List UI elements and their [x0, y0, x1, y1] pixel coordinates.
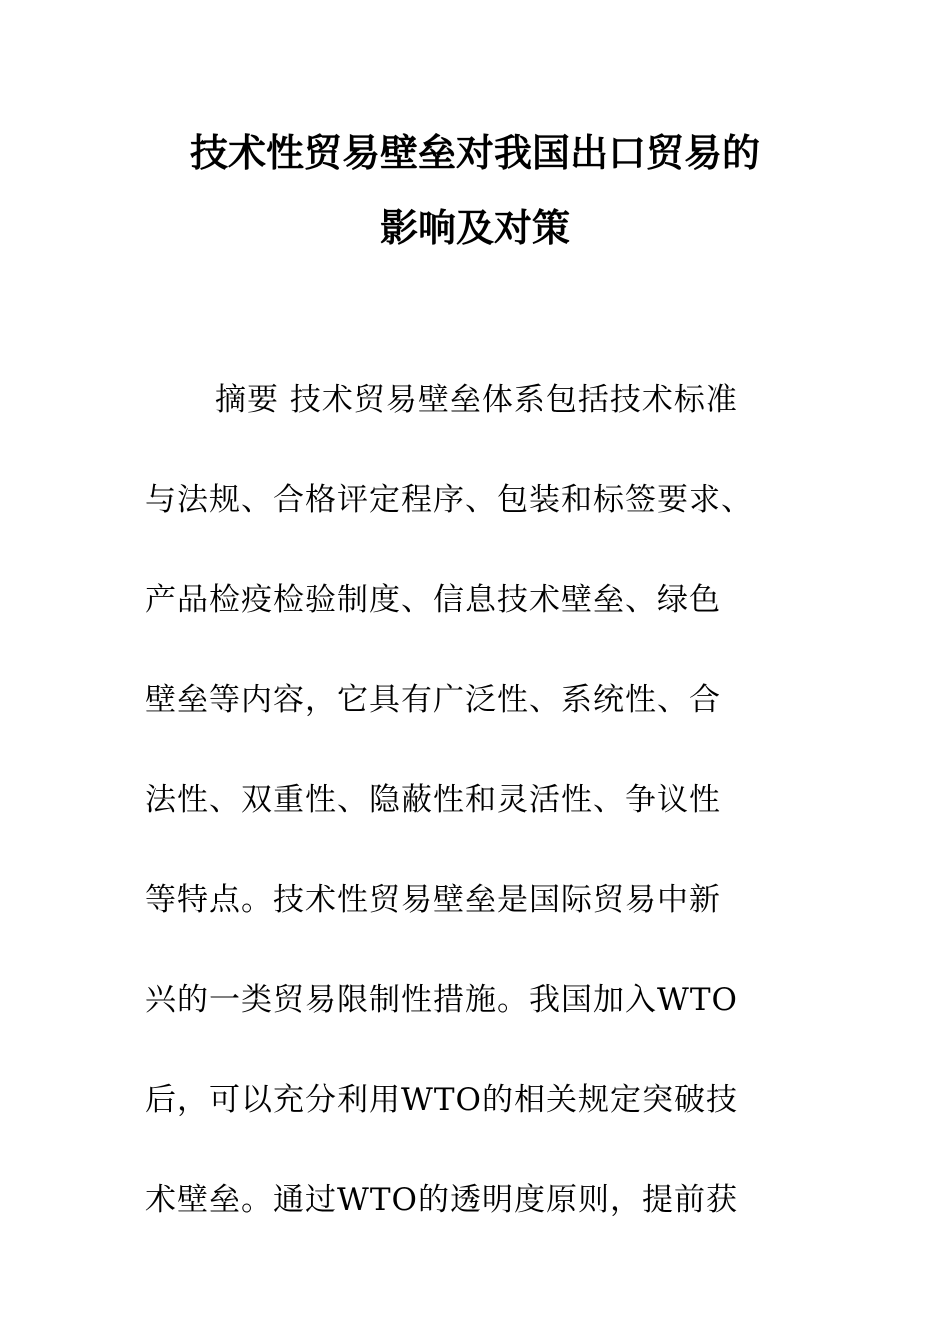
abstract-line-1: 摘要 技术贸易壁垒体系包括技术标准: [215, 382, 738, 418]
abstract-line-4: 壁垒等内容，它具有广泛性、系统性、合: [145, 682, 721, 718]
abstract-line-6: 等特点。技术性贸易壁垒是国际贸易中新: [145, 882, 721, 918]
abstract-line-3: 产品检疫检验制度、信息技术壁垒、绿色: [145, 582, 721, 618]
abstract-line-2: 与法规、合格评定程序、包装和标签要求、: [145, 482, 753, 518]
abstract-line-8: 后，可以充分利用WTO的相关规定突破技: [145, 1082, 738, 1118]
abstract-line-9: 术壁垒。通过WTO的透明度原则，提前获: [145, 1182, 738, 1218]
document-title-line-1: 技术性贸易壁垒对我国出口贸易的: [189, 131, 760, 175]
abstract-line-5: 法性、双重性、隐蔽性和灵活性、争议性: [145, 782, 721, 818]
abstract-line-7: 兴的一类贸易限制性措施。我国加入WTO: [145, 982, 738, 1018]
document-title-line-2: 影响及对策: [379, 206, 570, 250]
